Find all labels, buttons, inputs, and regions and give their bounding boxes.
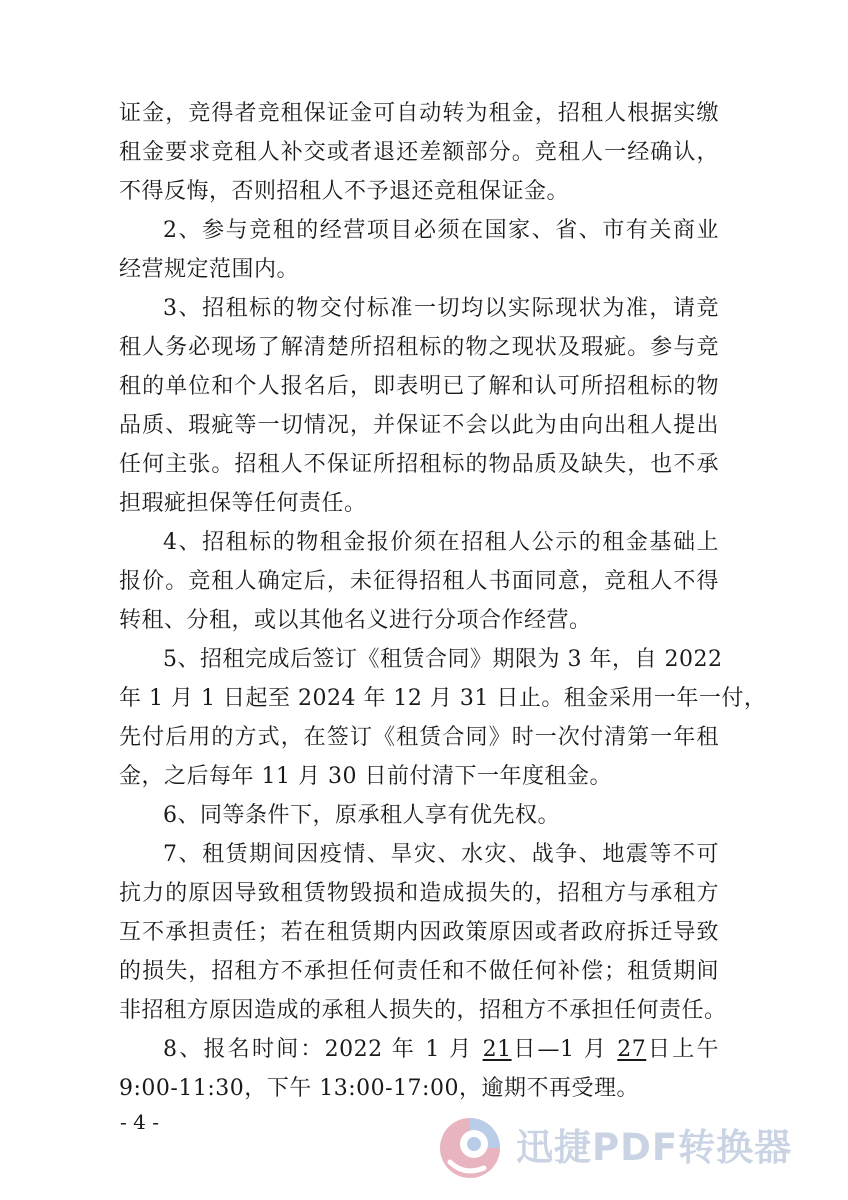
registration-end-day: 27 [617, 1037, 647, 1062]
registration-middle: 日—1 月 [511, 1037, 618, 1062]
registration-suffix: 日上午 [646, 1037, 719, 1062]
clause-4-line: 4、招租标的物租金报价须在招租人公示的租金基础上 [163, 530, 719, 555]
registration-prefix: 8、报名时间：2022 年 1 月 [163, 1037, 483, 1062]
text-line: 品质、瑕疵等一切情况，并保证不会以此为由向出租人提出 [119, 413, 719, 438]
clause-5-line: 5、招租完成后签订《租赁合同》期限为 3 年，自 2022 [163, 647, 723, 672]
text-line: 租金要求竞租人补交或者退还差额部分。竞租人一经确认， [119, 140, 719, 165]
text-line: 任何主张。招租人不保证所招租标的物品质及缺失，也不承 [119, 452, 719, 477]
clause-6-line: 6、同等条件下，原承租人享有优先权。 [163, 803, 560, 828]
document-body [119, 94, 767, 1108]
text-line: 9:00-11:30，下午 13:00-17:00，逾期不再受理。 [119, 1076, 639, 1101]
clause-3-line: 3、招租标的物交付标准一切均以实际现状为准，请竞 [163, 296, 719, 321]
text-line: 证金，竞得者竞租保证金可自动转为租金，招租人根据实缴 [119, 101, 719, 126]
clause-2-line: 2、参与竞租的经营项目必须在国家、省、市有关商业 [163, 218, 719, 243]
watermark [438, 1116, 838, 1180]
text-line: 租的单位和个人报名后，即表明已了解和认可所招租标的物 [119, 374, 719, 399]
clause-8-registration-line [119, 1030, 719, 1069]
text-line: 转租、分租，或以其他名义进行分项合作经营。 [119, 608, 592, 633]
watermark-text: 迅捷PDF转换器 [516, 1126, 793, 1169]
text-line: 非招租方原因造成的承租人损失的，招租方不承担任何责任。 [119, 998, 727, 1023]
text-line: 不得反悔，否则招租人不予退还竞租保证金。 [119, 179, 570, 204]
text-line: 担瑕疵担保等任何责任。 [119, 491, 367, 516]
text-line: 报价。竞租人确定后，未征得招租人书面同意，竞租人不得 [119, 569, 719, 594]
text-line: 年 1 月 1 日起至 2024 年 12 月 31 日止。租金采用一年一付， [119, 686, 767, 711]
text-line: 互不承担责任；若在租赁期内因政策原因或者政府拆迁导致 [119, 920, 719, 945]
text-line: 的损失，招租方不承担任何责任和不做任何补偿；租赁期间 [119, 959, 719, 984]
page-number: - 4 - [120, 1110, 159, 1134]
text-line: 抗力的原因导致租赁物毁损和造成损失的，招租方与承租方 [119, 881, 719, 906]
clause-7-line: 7、租赁期间因疫情、旱灾、水灾、战争、地震等不可 [163, 842, 719, 867]
text-line: 先付后用的方式，在签订《租赁合同》时一次付清第一年租 [119, 725, 719, 750]
text-line: 经营规定范围内。 [119, 257, 300, 282]
text-line: 金，之后每年 11 月 30 日前付清下一年度租金。 [119, 764, 612, 789]
text-line: 租人务必现场了解清楚所招租标的物之现状及瑕疵。参与竞 [119, 335, 719, 360]
registration-start-day: 21 [482, 1037, 512, 1062]
xunjie-pdf-logo-icon [438, 1116, 502, 1180]
